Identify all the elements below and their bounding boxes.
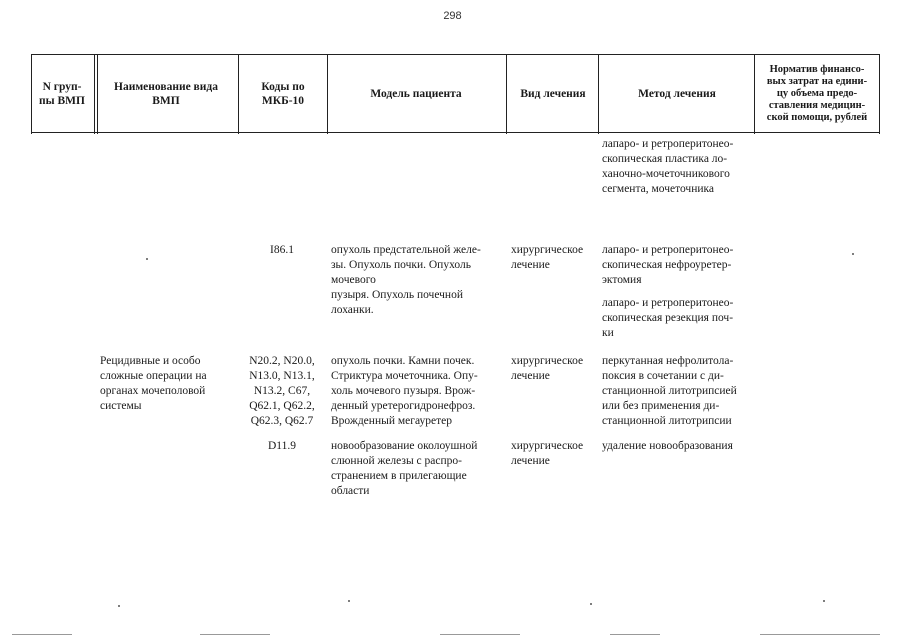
bottom-scan-edge xyxy=(610,634,660,635)
treatment-type-text: хирургическое лечение xyxy=(511,355,584,382)
icd-code-cell: N20.2, N20.0, N13.0, N13.1, N13.2, C67, Q62.1, Q62.2, Q62.3, Q62.7 xyxy=(249,355,315,427)
header-icd-codes: Коды по МКБ-10 xyxy=(261,80,305,107)
header-divider xyxy=(238,54,239,134)
patient-model-text: опухоль почки. Камни почек. Стриктура мочеточника. Опу- холь мочевого пузыря. Врож- денный уретерогидронефроз. Врожденный мегауретер xyxy=(331,355,478,427)
bottom-scan-edge xyxy=(440,634,520,635)
scan-speck xyxy=(823,600,825,602)
header-divider xyxy=(598,54,599,134)
method-text: лапаро- и ретроперитонео- скопическая нефроуретер- эктомия xyxy=(602,244,734,286)
header-treatment-method: Метод лечения xyxy=(638,87,716,100)
scan-speck xyxy=(348,600,350,602)
patient-model-text: новообразование околоушной слюнной железы с распро- странением в прилегающие области xyxy=(331,440,478,497)
treatment-type-text: хирургическое лечение xyxy=(511,244,584,271)
page-number: 298 xyxy=(443,10,462,22)
header-divider xyxy=(506,54,507,134)
method-text: лапаро- и ретроперитонео- скопическая пластика ло- ханочно-мочеточникового сегмента, мочеточника xyxy=(602,138,734,195)
header-patient-model: Модель пациента xyxy=(370,87,462,100)
bottom-scan-edge xyxy=(760,634,880,635)
header-divider xyxy=(879,54,880,134)
method-text: перкутанная нефролитола- поксия в сочетании с ди- станционной литотрипсией или без применения ди- станционной литотрипсии xyxy=(602,355,737,427)
method-text: лапаро- и ретроперитонео- скопическая резекция поч- ки xyxy=(602,297,734,339)
bottom-scan-edge xyxy=(12,634,72,635)
header-divider xyxy=(327,54,328,134)
header-cost-standard: Норматив финансо- вых затрат на едини- цу объема предо- ставления медицин- ской помощи, рублей xyxy=(766,63,868,123)
scan-speck xyxy=(146,258,148,260)
header-divider xyxy=(97,54,98,134)
header-divider xyxy=(94,54,95,134)
icd-code-cell: I86.1 xyxy=(270,244,294,256)
header-treatment-type: Вид лечения xyxy=(520,87,586,100)
treatment-type-text: хирургическое лечение xyxy=(511,440,584,467)
icd-code-cell: D11.9 xyxy=(267,440,296,452)
method-text: удаление новообразования xyxy=(602,440,733,452)
header-group-number: N груп- пы ВМП xyxy=(39,80,85,107)
header-divider xyxy=(31,54,32,134)
scan-speck xyxy=(590,603,592,605)
scan-speck xyxy=(118,605,120,607)
bottom-scan-edge xyxy=(200,634,270,635)
vmp-name-text: Рецидивные и особо сложные операции на органах мочеполовой системы xyxy=(100,355,207,412)
scan-speck xyxy=(852,253,854,255)
table-header xyxy=(31,54,879,133)
header-divider xyxy=(754,54,755,134)
patient-model-text: опухоль предстательной желе- зы. Опухоль почки. Опухоль мочевого пузыря. Опухоль почечной лоханки. xyxy=(331,244,481,316)
header-vmp-name: Наименование вида ВМП xyxy=(114,80,218,107)
